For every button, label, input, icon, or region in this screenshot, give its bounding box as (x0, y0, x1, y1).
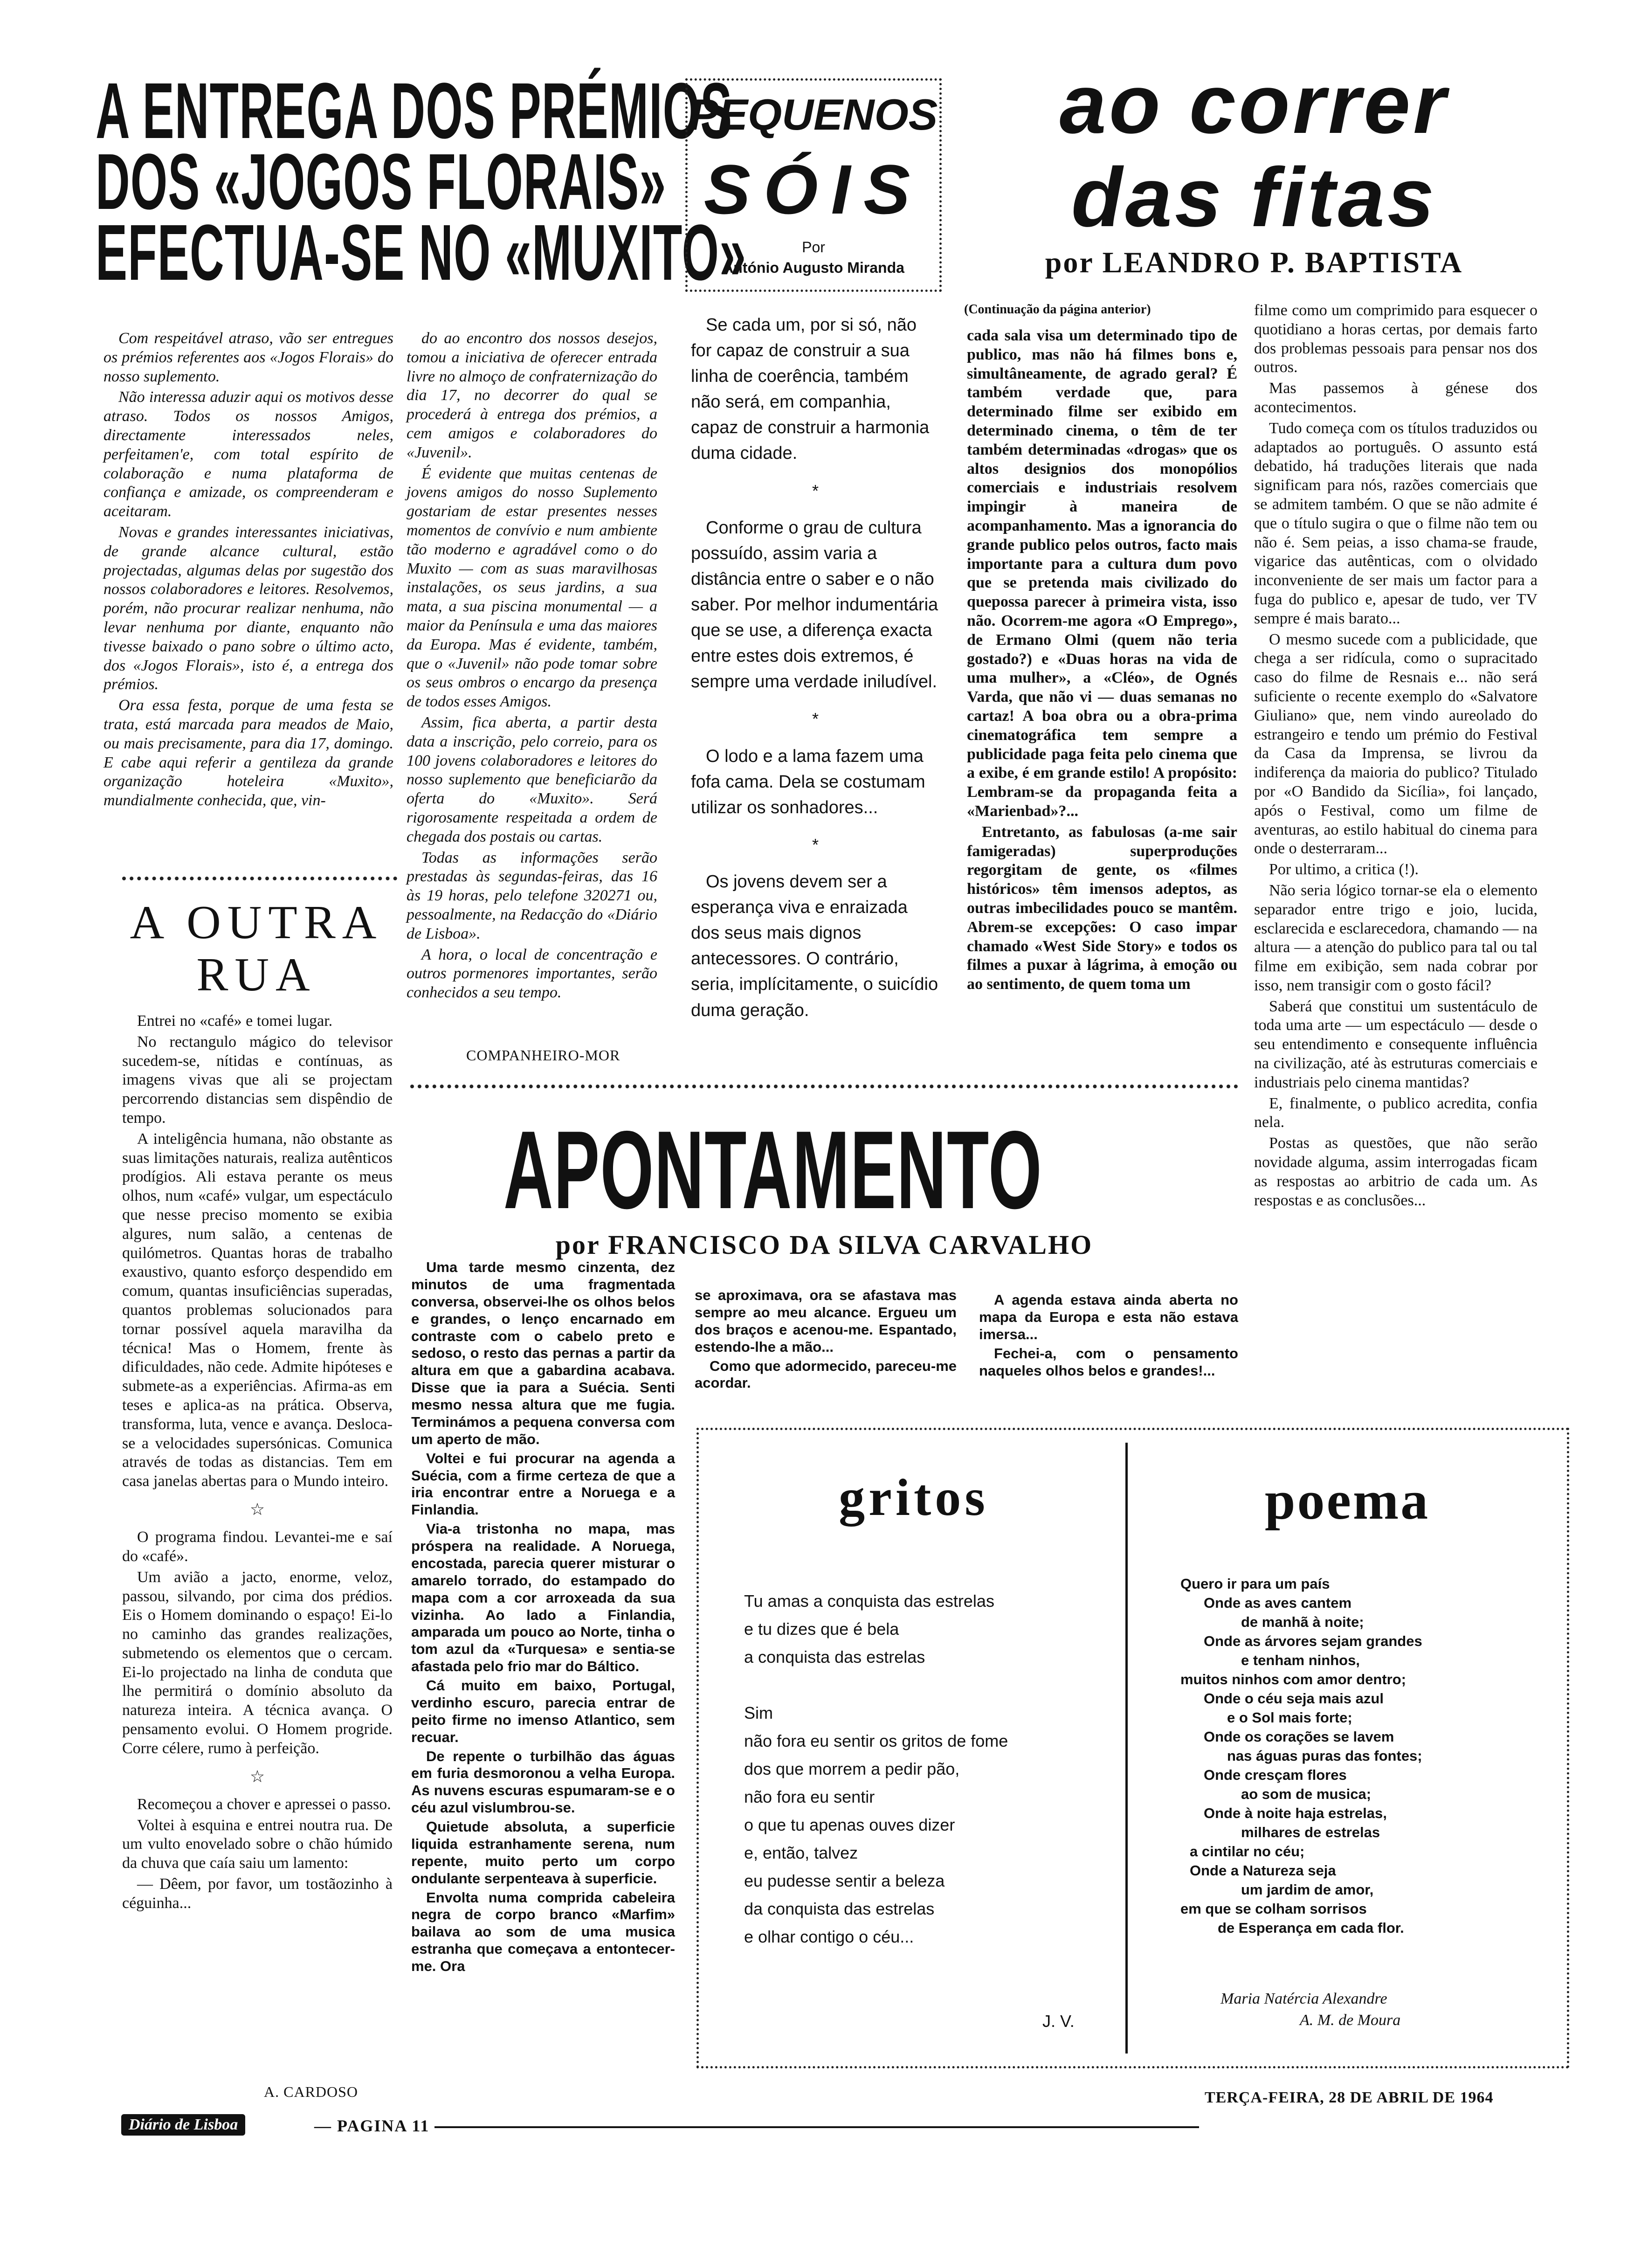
poema-line: um jardim de amor, (1241, 1881, 1374, 1898)
star-separator: * (812, 481, 819, 500)
gritos-line: e olhar contigo o céu... (744, 1927, 914, 1946)
poema-line: de Esperança em cada flor. (1218, 1920, 1404, 1936)
gritos-line: Sim (744, 1703, 773, 1722)
pequenos-title-line2: SÓIS (703, 150, 924, 228)
premios-paragraph: Novas e grandes interessantes iniciativas, de grande alcance cultural, estão projectadas, algumas delas por sugestão dos nossos colaboradores e leitores. Resolvemos, porém, não procurar realizar nenhuma, não levar nenhuma por diante, enquanto não tivesse baixado o pano sobre o último acto, dos «Jogos Florais», isto é, a entrega dos prémios. (103, 523, 393, 693)
poema-line: Onde as árvores sejam grandes (1204, 1633, 1422, 1649)
gritos-line: eu pudesse sentir a beleza (744, 1871, 945, 1890)
gritos-line: e tu dizes que é bela (744, 1619, 899, 1639)
poema-signature-line1: Maria Natércia Alexandre (1220, 1990, 1387, 2007)
gritos-line: Tu amas a conquista das estrelas (744, 1591, 994, 1611)
star-separator: ☆ (249, 1767, 265, 1786)
apontamento-byline: por FRANCISCO DA SILVA CARVALHO (555, 1230, 1093, 1260)
fitas-paragraph: filme como um comprimido para esquecer o quotidiano a horas certas, por demais farto dos problemas pessoais para pensar nos dos outros. (1254, 302, 1538, 376)
pequenos-title-line1: PEQUENOS (689, 90, 938, 139)
apontamento-paragraph: se aproximava, ora se afastava mas sempre ao meu alcance. Ergueu um dos braços e acenou-me. Espantado, estendo-lhe a mão... (695, 1287, 957, 1355)
premios-column-1 (103, 329, 393, 812)
premios-paragraph: do ao encontro dos nossos desejos, tomou a iniciativa de oferecer entrada livre no almoço de confraternização do dia 17, no decorrer do qual se procederá à entrega dos prémios, a cem amigos e colaboradores do «Juvenil». (407, 330, 657, 461)
apontamento-column-3 (979, 1292, 1238, 1381)
premios-paragraph: Todas as informações serão prestadas às segundas-feiras, das 16 às 19 horas, pelo telefone 320271 ou, pessoalmente, na Redacção do «Diário de Lisboa». (407, 849, 657, 942)
poema-line: Onde à noite haja estrelas, (1204, 1805, 1387, 1821)
outra-rua-top-border (122, 877, 397, 880)
fitas-paragraph: Entretanto, as fabulosas (a-me sair famigeradas) superproduções regorgitam de gente, os «filmes históricos» têm imensos adeptos, as outras imbecilidades pouco se mantêm. Abrem-se excepções: O caso impar chamado «West Side Story» e todos os filmes a puxar à lágrima, à emoção ou ao sentimento, de quem toma um (967, 823, 1237, 993)
poema-signature-line2: A. M. de Moura (1300, 2012, 1401, 2029)
apontamento-paragraph: Envolta numa comprida cabeleira negra de corpo branco «Marfim» bailava ao som de uma musica estranha que começava a entontecer-me. Ora (411, 1889, 675, 1974)
gritos-line: dos que morrem a pedir pão, (744, 1759, 960, 1778)
masthead-logo: Diário de Lisboa (121, 2114, 245, 2136)
pequenos-paragraph: Conforme o grau de cultura possuído, assim varia a distância entre o saber e o não saber. Por melhor indumentária que se use, a diferença exacta entre estes dois extremos, é sempre uma verdade iniludível. (691, 518, 938, 692)
gritos-line: a conquista das estrelas (744, 1647, 925, 1666)
premios-paragraph: A hora, o local de concentração e outros pormenores importantes, serão conhecidos a seu tempo. (407, 946, 657, 1002)
poema-line: milhares de estrelas (1241, 1824, 1380, 1840)
apontamento-paragraph: Quietude absoluta, a superficie liquida estranhamente serena, num repente, muito perto um corpo ondulante serpenteava à superficie. (411, 1819, 675, 1887)
gritos-signature: J. V. (1042, 2012, 1075, 2031)
gritos-line: da conquista das estrelas (744, 1899, 935, 1918)
premios-column-2 (407, 329, 657, 1004)
star-separator: ☆ (249, 1500, 265, 1519)
outra-rua-paragraph: Um avião a jacto, enorme, veloz, passou, silvando, por cima dos prédios. Eis o Homem dominando o espaço! Ei-lo no caminho das grandes realizações, submetendo os elementos que o cercam. Ei-lo projectado na linha de conduta que lhe permitirá o domínio absoluto da natureza inteira. A técnica avança. O pensamento evolui. O Homem progride. Corre célere, rumo à perfeição. (122, 1568, 393, 1757)
star-separator: * (812, 835, 819, 854)
apontamento-title: APONTAMENTO (503, 1108, 1042, 1232)
apontamento-top-border (410, 1085, 1238, 1088)
apontamento-column-1 (411, 1259, 675, 1977)
fitas-paragraph: Mas passemos à génese dos acontecimentos. (1254, 380, 1538, 416)
poema-poem (1180, 1574, 1553, 1937)
gritos-line: não fora eu sentir os gritos de fome (744, 1731, 1008, 1750)
premios-signature: COMPANHEIRO-MOR (466, 1047, 621, 1064)
apontamento-paragraph: Fechei-a, com o pensamento naqueles olhos belos e grandes!... (979, 1345, 1238, 1379)
gritos-poem (744, 1587, 1117, 1951)
poema-line: e o Sol mais forte; (1227, 1709, 1352, 1726)
footer-rule (434, 2126, 1199, 2128)
poema-line: de manhã à noite; (1241, 1614, 1364, 1630)
fitas-paragraph: Postas as questões, que não serão novidade alguma, assim interrogadas ficam as respostas ao arbitrio de cada um. As respostas e as conclusões... (1254, 1134, 1538, 1209)
fitas-paragraph: cada sala visa um determinado tipo de publico, mas não há filmes bons e, simultâneamente, de agrado geral? É também verdade que, para determinado filme ser exibido em determinado cinema, o têm de ter também determinadas «drogas» que os altos designios dos monopólios comerciais e industriais resolvem impingir à maneira de acompanhamento. Mas a ignorancia do grande publico pelos outros, facto mais importante para a cultura dum povo que se pretenda mais civilizado do quepossa parecer à primeira vista, isso não. Ocorrem-me agora «O Emprego», de Ermano Olmi (quem não teria gostado?) e «Duas horas na vida de uma mulher», a «Cléo», de Ognés Varda, que não vi — duas semanas no cartaz! A boa obra ou a obra-prima cinematográfica tem sempre a publicidade paga feita pelo cinema que a exibe, é em grande estilo! A propósito: Lembram-se da propaganda feita a «Marienbad»?... (967, 327, 1237, 820)
gritos-title: gritos (839, 1469, 989, 1527)
apontamento-paragraph: Uma tarde mesmo cinzenta, dez minutos de uma fragmentada conversa, observei-lhe os olhos belos e grandes, o lenço encarnado em contraste com o cabelo preto e sedoso, o resto das pernas a partir da altura em que a gabardina acabava. Disse que ia para a Suécia. Senti mesmo nessa altura que me fugia. Terminámos a pequena conversa com um aperto de mão. (411, 1259, 675, 1447)
pequenos-body (691, 312, 940, 1025)
outra-rua-paragraph: Entrei no «café» e tomei lugar. (137, 1012, 333, 1030)
page-number: — PAGINA 11 (314, 2116, 430, 2135)
fitas-title-line2: das fitas (1071, 151, 1437, 244)
pequenos-paragraph: O lodo e a lama fazem uma fofa cama. Dela se costumam utilizar os sonhadores... (691, 746, 925, 817)
outra-rua-body (122, 1012, 393, 1915)
fitas-column-2 (1254, 301, 1538, 1212)
apontamento-paragraph: Como que adormecido, pareceu-me acordar. (695, 1357, 957, 1391)
poema-line: Onde a Natureza seja (1190, 1862, 1336, 1879)
outra-rua-title-line2: RUA (196, 948, 317, 1001)
fitas-continuation: (Continuação da página anterior) (964, 302, 1151, 317)
outra-rua-paragraph: — Dêem, por favor, um tostãozinho à céguinha... (122, 1875, 393, 1912)
gritos-line: o que tu apenas ouves dizer (744, 1815, 955, 1834)
pequenos-author: António Augusto Miranda (723, 259, 904, 276)
premios-paragraph: Não interessa aduzir aqui os motivos desse atraso. Todos os nossos Amigos, directamente interessados neles, perfeitamen'e, com total espírito de colaboração e numa plataforma de confiança e amizade, os compreenderam e aceitaram. (103, 388, 393, 520)
premios-headline (96, 67, 747, 297)
poema-line: Onde os corações se lavem (1204, 1729, 1394, 1745)
pequenos-paragraph: Os jovens devem ser a esperança viva e enraizada dos seus mais dignos antecessores. O contrário, seria, implícitamente, o suicídio duma geração. (691, 872, 938, 1020)
premios-paragraph: É evidente que muitas centenas de jovens amigos do nosso Suplemento gostariam de estar presentes nesses momentos de convívio e num ambiente tão moderno e agradável como o do Muxito — com as suas maravilhosas instalações, os seus jardins, a sua mata, a sua piscina monumental — a maior da Península e uma das maiores da Europa. Mas é evidente, também, que o «Juvenil» não pode tomar sobre os seus ombros o encargo da presença de todos esses Amigos. (407, 464, 657, 711)
premios-paragraph: Assim, fica aberta, a partir desta data a inscrição, pelo correio, para os 100 jovens colaboradores e leitores do nosso suplemento que beneficiarão da oferta do «Muxito». Será rigorosamente respeitada a ordem de chegada dos postais ou cartas. (407, 713, 657, 845)
poema-line: a cintilar no céu; (1190, 1843, 1305, 1860)
star-separator: * (812, 709, 819, 729)
gritos-line: e, então, talvez (744, 1843, 858, 1862)
apontamento-column-2 (695, 1287, 957, 1394)
outra-rua-paragraph: No rectangulo mágico do televisor sucedem-se, nítidas e contínuas, as imagens vivas que ali se projectam percorrendo distancias sem dispêndio de tempo. (122, 1033, 393, 1127)
outra-rua-paragraph: A inteligência humana, não obstante as suas limitações naturais, realiza autênticos prodígios. Ali estava perante os meus olhos, num «café» vulgar, um espectáculo que nesse preciso momento se exibia algures, num salão, a centenas de quilómetros. Quantas horas de trabalho exaustivo, quanto esforço despendido em comum, quantas insuficiências superadas, quantos problemas solucionados para tornar possível aquela maravilha da técnica! Mas o Homem, frente às dificuldades, não cede. Admite hipóteses e submete-as a experiências. Afirma-as em teses e aplica-as na prática. Observa, transforma, luta, vence e avança. Desloca-se a velocidades supersónicas. Comunica através de todas as distancias. Tem em casa janelas abertas para o Mundo inteiro. (122, 1130, 393, 1490)
pequenos-by: Por (802, 239, 825, 256)
apontamento-paragraph: Voltei e fui procurar na agenda a Suécia, com a firme certeza de que a iria encontrar entre a Noruega e a Finlandia. (411, 1450, 675, 1518)
premios-title-line3: EFECTUA-SE NO «MUXITO» (96, 208, 747, 297)
poema-line: ao som de musica; (1241, 1786, 1372, 1802)
premios-paragraph: Com respeitável atraso, vão ser entregues os prémios referentes aos «Jogos Florais» do nosso suplemento. (103, 330, 393, 385)
poema-line: Onde cresçam flores (1204, 1767, 1347, 1783)
poema-line: em que se colham sorrisos (1180, 1901, 1367, 1917)
fitas-column-1 (967, 326, 1237, 996)
gritos-line: não fora eu sentir (744, 1787, 875, 1806)
poema-line: muitos ninhos com amor dentro; (1180, 1671, 1406, 1687)
footer-date: TERÇA-FEIRA, 28 DE ABRIL DE 1964 (1205, 2089, 1494, 2106)
poems-divider (1125, 1443, 1128, 2054)
fitas-paragraph: O mesmo sucede com a publicidade, que chega a ser ridícula, como o supracitado caso do filme de Resnais e... não será suficiente o recente exemplo do «Salvatore Giuliano» que, nem vindo aureolado do estrangeiro e tendo um prémio do Festival da Casa da Imprensa, se livrou da indiferença da maioria do publico? Titulado por «O Bandido da Sicília», foi lançado, após o Festival, como um filme de aventuras, ao estilo habitual do cinema para onde o desterraram... (1254, 630, 1538, 857)
fitas-paragraph: E, finalmente, o publico acredita, confia nela. (1254, 1094, 1538, 1131)
pequenos-paragraph: Se cada um, por si só, não for capaz de construir a sua linha de coerência, também não será, em companhia, capaz de construir a harmonia duma cidade. (691, 315, 930, 463)
fitas-paragraph: Saberá que constitui um sustentáculo de toda uma arte — um espectáculo — desde o seu entendimento e consequente influência na civilização, até às estruturas comerciais e industriais pelo cinema mantidas? (1254, 997, 1538, 1091)
poema-line: Onde o céu seja mais azul (1204, 1690, 1384, 1707)
outra-rua-title-line1: A OUTRA (130, 896, 383, 949)
fitas-title-line1: ao correr (1059, 57, 1449, 151)
gritos-line (744, 1671, 1117, 1699)
poema-title: poema (1264, 1470, 1430, 1531)
fitas-byline: por LEANDRO P. BAPTISTA (1045, 246, 1463, 279)
apontamento-paragraph: A agenda estava ainda aberta no mapa da Europa e esta não estava imersa... (979, 1292, 1238, 1342)
poema-line: e tenham ninhos, (1241, 1652, 1360, 1668)
fitas-paragraph: Não seria lógico tornar-se ela o elemento separador entre trigo e joio, lucida, esclarecida e esclarecedora, chamando — na altura — a atenção do publico para tal ou tal filme em exibição, sem nada cobrar por isso, nem transigir com o gosto fácil? (1254, 881, 1538, 994)
poema-line: Onde as aves cantem (1204, 1595, 1352, 1611)
outra-rua-paragraph: Recomeçou a chover e apressei o passo. (137, 1795, 391, 1813)
apontamento-paragraph: Via-a tristonha no mapa, mas próspera na realidade. A Noruega, encostada, parecia querer misturar o amarelo torrado, do estampado do mapa com a cor arroxeada da sua vizinha. Ao lado a Finlandia, amparada um pouco ao Norte, tinha o tom azul da «Turquesa» e sentia-se afastada pelo frio mar do Báltico. (411, 1521, 675, 1675)
premios-title-line2: DOS «JOGOS FLORAIS» (96, 138, 667, 226)
fitas-paragraph: Por ultimo, a critica (!). (1269, 861, 1419, 878)
outra-rua-signature: A. CARDOSO (264, 2083, 359, 2100)
outra-rua-paragraph: Voltei à esquina e entrei noutra rua. De um vulto enovelado sobre o chão húmido da chuva que caía saiu um lamento: (122, 1816, 393, 1872)
apontamento-paragraph: Cá muito em baixo, Portugal, verdinho escuro, parecia entrar de peito firme no imenso Atlantico, sem recuar. (411, 1677, 675, 1745)
fitas-paragraph: Tudo começa com os títulos traduzidos ou adaptados ao português. O assunto está debatido, há traduções literais que nada significam para nós, razões comerciais que se admitem também. O que se não admite é que o título sugira o que o filme não tem ou não é. Sem peias, a isso chama-se fraude, vigarice das autênticas, com o olvidado inconveniente de ser mais um factor para a fuga do publico e, apesar de tudo, ver TV sempre é mais barato... (1254, 419, 1538, 627)
poema-line: Quero ir para um país (1180, 1576, 1330, 1592)
premios-paragraph: Ora essa festa, porque de uma festa se trata, está marcada para meados de Maio, ou mais precisamente, para dia 17, domingo. E cabe aqui referir a gentileza da grande organização hoteleira «Muxito», mundialmente conhecida, que, vin- (103, 697, 393, 809)
outra-rua-paragraph: O programa findou. Levantei-me e saí do «café». (122, 1528, 393, 1565)
poema-line: nas águas puras das fontes; (1227, 1748, 1422, 1764)
apontamento-paragraph: De repente o turbilhão das águas em furia desmoronou a velha Europa. As nuvens escuras espumaram-se e o céu azul vislumbrou-se. (411, 1748, 675, 1816)
premios-title-line1: A ENTREGA DOS PRÉMIOS (96, 67, 733, 155)
